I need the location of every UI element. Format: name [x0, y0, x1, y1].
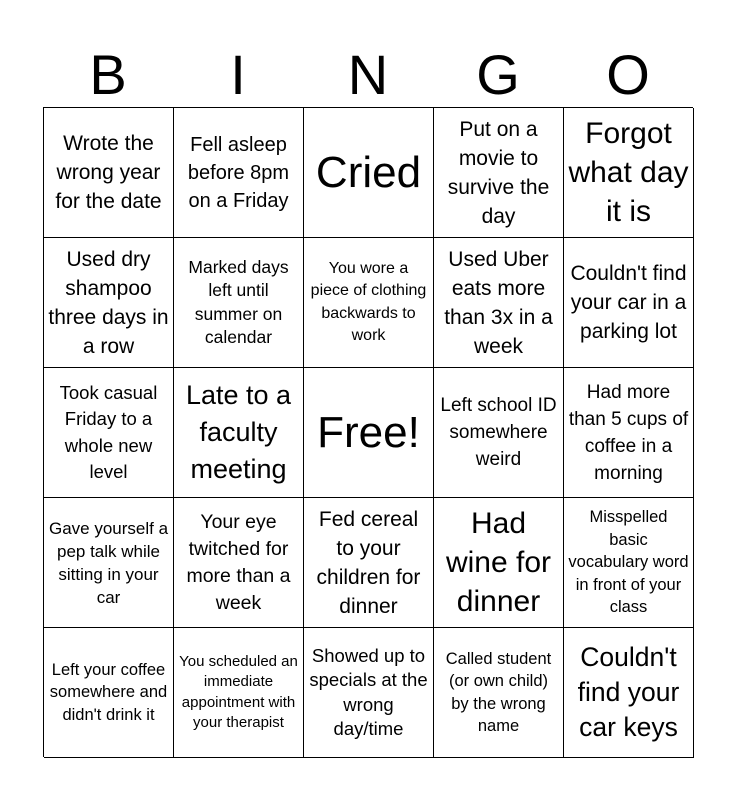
bingo-cell-text: You scheduled an immediate appointment with your therapist [179, 652, 298, 731]
bingo-cell-text: Late to a faculty meeting [185, 380, 292, 484]
bingo-cell-text: Left school ID somewhere weird [440, 395, 557, 470]
bingo-cell-text: Couldn't find your car in a parking lot [570, 262, 687, 343]
bingo-cell[interactable] [564, 108, 694, 238]
bingo-cell-text: Showed up to specials at the wrong day/time [309, 644, 428, 739]
bingo-cell[interactable] [304, 498, 434, 628]
bingo-cell-text: Used Uber eats more than 3x in a week [444, 247, 553, 358]
bingo-cell[interactable] [174, 628, 304, 758]
bingo-cell[interactable] [434, 108, 564, 238]
bingo-card-grid [43, 107, 693, 757]
bingo-cell-text: Couldn't find your car keys [577, 642, 680, 742]
bingo-cell[interactable] [174, 108, 304, 238]
bingo-cell[interactable] [304, 628, 434, 758]
header-letter-i: I [230, 43, 246, 106]
bingo-cell[interactable] [174, 368, 304, 498]
bingo-cell[interactable] [44, 628, 174, 758]
bingo-cell[interactable] [434, 238, 564, 368]
header-letter-g: G [476, 43, 520, 106]
bingo-cell[interactable] [174, 498, 304, 628]
bingo-cell[interactable] [304, 368, 434, 498]
bingo-cell[interactable] [304, 108, 434, 238]
bingo-cell[interactable] [564, 368, 694, 498]
bingo-cell-text: Fell asleep before 8pm on a Friday [187, 133, 290, 212]
bingo-cell-text: You wore a piece of clothing backwards to work [310, 259, 427, 344]
bingo-cell[interactable] [434, 368, 564, 498]
bingo-cell-text: Cried [315, 147, 422, 197]
bingo-cell[interactable] [564, 238, 694, 368]
bingo-cell[interactable] [44, 368, 174, 498]
bingo-cell[interactable] [434, 498, 564, 628]
bingo-cell-text: Fed cereal to your children for dinner [316, 507, 421, 618]
bingo-cell[interactable] [44, 238, 174, 368]
bingo-cell[interactable] [304, 238, 434, 368]
bingo-cell[interactable] [564, 498, 694, 628]
bingo-cell-text: Marked days left until summer on calendar [188, 256, 289, 347]
bingo-cell-text: Called student (or own child) by the wrong name [445, 649, 552, 735]
bingo-cell-text: Wrote the wrong year for the date [55, 132, 162, 213]
bingo-cell[interactable] [44, 498, 174, 628]
bingo-cell[interactable] [564, 628, 694, 758]
bingo-cell-text: Your eye twitched for more than a week [186, 510, 291, 614]
bingo-header [43, 44, 693, 106]
bingo-cell-text: Used dry shampoo three days in a row [48, 247, 169, 358]
header-letter-b: B [89, 43, 127, 106]
bingo-cell-text: Misspelled basic vocabulary word in front of your class [568, 508, 689, 617]
bingo-cell-text: Had more than 5 cups of coffee in a morning [568, 381, 689, 484]
bingo-cell-text: Forgot what day it is [568, 117, 689, 228]
header-letter-o: O [606, 43, 650, 106]
bingo-cell[interactable] [174, 238, 304, 368]
bingo-cell-text: Free! [317, 407, 420, 457]
bingo-cell-text: Put on a movie to survive the day [447, 117, 550, 228]
bingo-cell-text: Took casual Friday to a whole new level [59, 381, 158, 482]
bingo-cell-text: Gave yourself a pep talk while sitting in your car [48, 518, 169, 607]
bingo-cell[interactable] [44, 108, 174, 238]
header-letter-n: N [347, 43, 389, 106]
bingo-cell[interactable] [434, 628, 564, 758]
bingo-cell-text: Left your coffee somewhere and didn't drink it [49, 660, 168, 724]
bingo-cell-text: Had wine for dinner [445, 507, 552, 618]
